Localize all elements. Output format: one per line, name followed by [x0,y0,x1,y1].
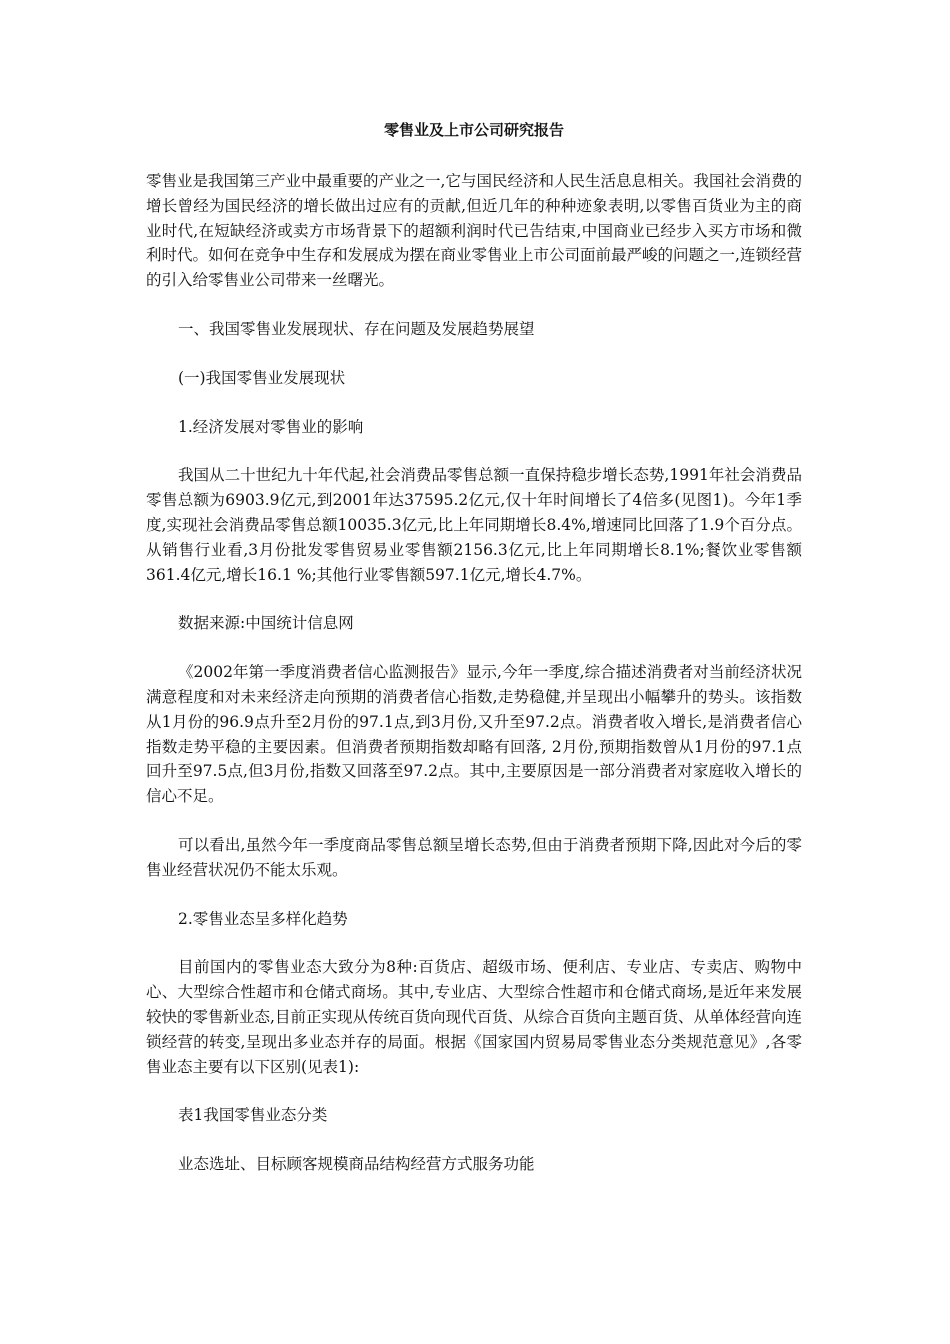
body-paragraph-retail-formats: 目前国内的零售业态大致分为8种:百货店、超级市场、便利店、专业店、专卖店、购物中心、大型综合性超市和仓储式商场。其中,专业店、大型综合性超市和仓储式商场,是近年来发展较快的零售新业态,目前正实现从传统百货向现代百货、从综合百货向主题百货、从单体经营向连锁经营的转变,呈现出多业态并存的局面。根据《国家国内贸易局零售业态分类规范意见》,各零售业态主要有以下区别(见表1): [146,958,802,1076]
document-page [146,120,802,1201]
subheading-retail-formats: 2.零售业态呈多样化趋势 [178,909,348,928]
body-paragraph-retail-sales: 我国从二十世纪九十年代起,社会消费品零售总额一直保持稳步增长态势,1991年社会消费品零售总额为6903.9亿元,到2001年达37595.2亿元,仅十年时间增长了4倍多(见图1)。今年1季度,实现社会消费品零售总额10035.3亿元,比上年同期增长8.4%,增速同比回落了1.9个百分点。从销售行业看,3月份批发零售贸易业零售额2156.3亿元,比上年同期增长8.1%;餐饮业零售额361.4亿元,增长16.1 %;其他行业零售额597.1亿元,增长4.7%。 [146,466,802,584]
body-paragraph-consumer-confidence: 《2002年第一季度消费者信心监测报告》显示,今年一季度,综合描述消费者对当前经济状况满意程度和对未来经济走向预期的消费者信心指数,走势稳健,并呈现出小幅攀升的势头。该指数从1月份的96.9点升至2月份的97.1点,到3月份,又升至97.2点。消费者收入增长,是消费者信心指数走势平稳的主要因素。但消费者预期指数却略有回落, 2月份,预期指数曾从1月份的97.1点回升至97.5点,但3月份,指数又回落至97.2点。其中,主要原因是一部分消费者对家庭收入增长的信心不足。 [146,663,802,806]
table-caption: 表1我国零售业态分类 [178,1106,328,1125]
document-title: 零售业及上市公司研究报告 [383,121,564,139]
data-source-note: 数据来源:中国统计信息网 [178,614,354,633]
section-heading-1: 一、我国零售业发展现状、存在问题及发展趋势展望 [178,319,535,338]
subheading-economic-impact: 1.经济发展对零售业的影响 [178,417,364,436]
body-paragraph-outlook: 可以看出,虽然今年一季度商品零售总额呈增长态势,但由于消费者预期下降,因此对今后的零售业经营状况仍不能太乐观。 [146,835,802,879]
table-header-row: 业态选址、目标顾客规模商品结构经营方式服务功能 [178,1155,535,1174]
intro-paragraph: 零售业是我国第三产业中最重要的产业之一,它与国民经济和人民生活息息相关。我国社会消费的增长曾经为国民经济的增长做出过应有的贡献,但近几年的种种迹象表明,以零售百货业为主的商业时代,在短缺经济或卖方市场背景下的超额利润时代已告结束,中国商业已经步入买方市场和微利时代。如何在竞争中生存和发展成为摆在商业零售业上市公司面前最严峻的问题之一,连锁经营的引入给零售业公司带来一丝曙光。 [146,172,802,290]
subsection-heading-1: (一)我国零售业发展现状 [178,368,346,387]
